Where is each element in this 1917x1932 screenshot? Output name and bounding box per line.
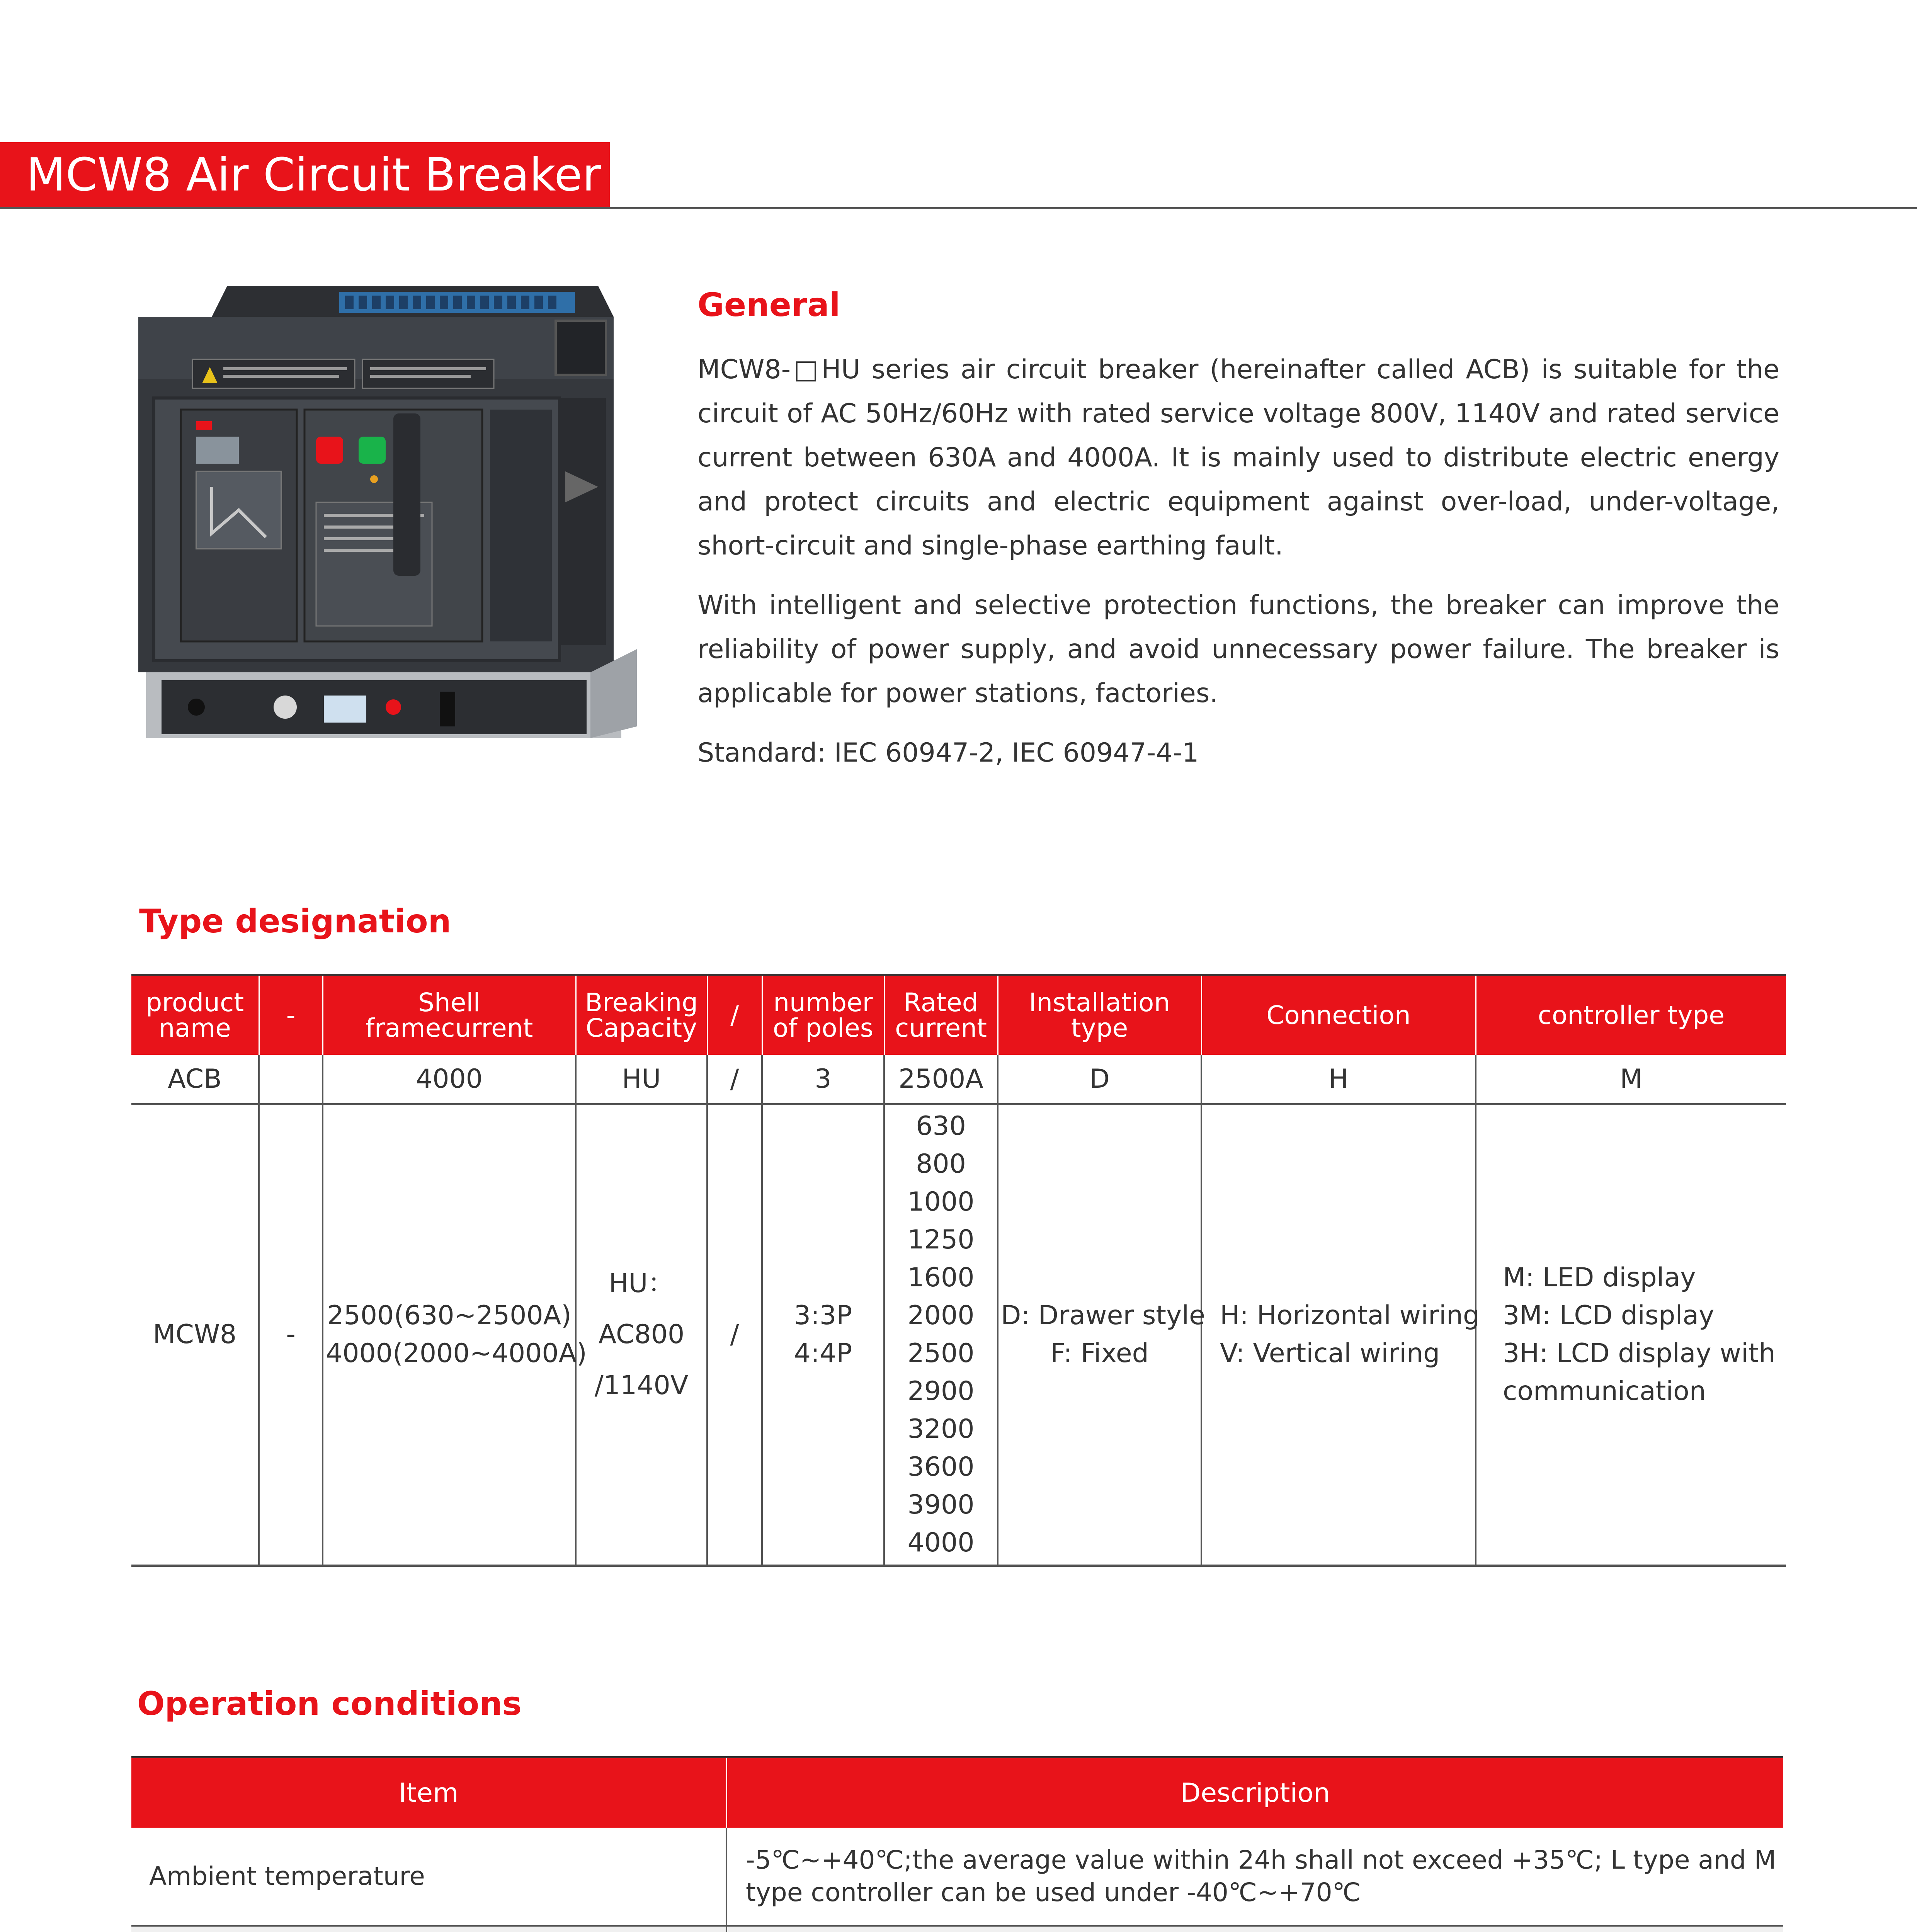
header-number-of-poles: number of poles [762,975,884,1055]
item-altitude [131,1926,726,1932]
header-description: Description [726,1757,1783,1828]
option-installation: D: Drawer style F: Fixed [998,1104,1201,1566]
op-header-row [131,1757,1783,1828]
option-shell: 2500(630~2500A) 4000(2000~4000A) [323,1104,576,1566]
example-slash: / [707,1055,762,1104]
header-connection: Connection [1201,975,1476,1055]
type-options-row [131,1104,1786,1566]
operation-conditions-heading: Operation conditions [137,1685,522,1723]
type-designation-table [131,974,1786,1567]
general-standard: Standard: IEC 60947-2, IEC 60947-4-1 [697,738,1199,768]
option-connection: H: Horizontal wiring V: Vertical wiring [1201,1104,1476,1566]
header-shell-framecurrent: Shell framecurrent [323,975,576,1055]
header-installation-type: Installation type [998,975,1201,1055]
general-heading: General [697,286,840,324]
desc-altitude [726,1926,1783,1932]
option-rated-currents: 630 800 1000 1250 1600 2000 2500 2900 3200 3600 3900 4000 [884,1104,998,1566]
option-product: MCW8 [131,1104,259,1566]
general-paragraph-1: MCW8-□HU series air circuit breaker (hereinafter called ACB) is suitable for the circuit of AC 50Hz/60Hz with rated service voltage 800V, 1140V and rated service current between 630A and 4000A. It is mainly used to distribute electric energy and protect circuits and electric equipment against over-load, under-voltage, short-circuit and single-phase earthing fault. [697,354,1779,561]
item-ambient-temperature: Ambient temperature [131,1828,726,1926]
product-image [123,270,645,788]
type-designation-heading: Type designation [139,902,451,940]
header-rated-current: Rated current [884,975,998,1055]
option-dash: - [259,1104,323,1566]
example-controller: M [1476,1055,1786,1104]
header-product-name: product name [131,975,259,1055]
header-item: Item [131,1757,726,1828]
general-body [697,348,1779,791]
type-example-row [131,1055,1786,1104]
type-header-row [131,975,1786,1055]
example-product: ACB [131,1055,259,1104]
desc-ambient-temperature: -5℃~+40℃;the average value within 24h shall not exceed +35℃; L type and M type controller can be used under -40℃~+70℃ [726,1828,1783,1926]
example-installation: D [998,1055,1201,1104]
page-title: MCW8 Air Circuit Breaker [26,148,601,201]
header-breaking-capacity: Breaking Capacity [576,975,707,1055]
example-shell: 4000 [323,1055,576,1104]
general-paragraph-2: With intelligent and selective protection functions, the breaker can improve the reliability of power supply, and avoid unnecessary power failure. The breaker is applicable for power stations, factories. [697,590,1779,709]
header-controller-type: controller type [1476,975,1786,1055]
operation-conditions-table [131,1756,1783,1932]
op-row-ambient-temperature [131,1828,1783,1926]
title-rule [0,207,1917,209]
example-connection: H [1201,1055,1476,1104]
option-breaking: HU： AC800 /1140V [576,1104,707,1566]
example-breaking: HU [576,1055,707,1104]
example-dash [259,1055,323,1104]
header-dash: - [259,975,323,1055]
example-poles: 3 [762,1055,884,1104]
option-poles: 3:3P 4:4P [762,1104,884,1566]
option-slash: / [707,1104,762,1566]
op-row-altitude [131,1926,1783,1932]
option-controller: M: LED display 3M: LCD display 3H: LCD display with communication [1476,1104,1786,1566]
header-slash: / [707,975,762,1055]
example-rated: 2500A [884,1055,998,1104]
